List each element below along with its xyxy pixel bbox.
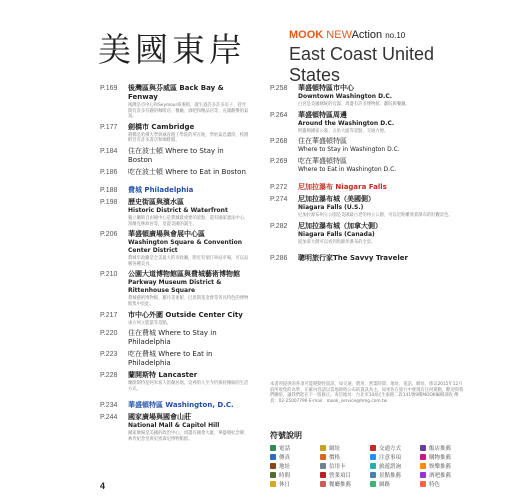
toc-entry-description: 劍橋是哈佛大學與麻省理工學院的所在地，學術氣息濃厚，校園附近有許多書店和咖啡館。	[128, 132, 249, 144]
legend-item	[320, 462, 370, 469]
toc-entry-description: 蘭開斯特是阿米希人的聚居地，這裡的人至今仍保持傳統的生活方式。	[128, 381, 249, 392]
toc-entry[interactable]	[270, 195, 460, 219]
toc-entry[interactable]	[100, 311, 250, 327]
legend-label: 信用卡	[329, 463, 346, 470]
legend-item	[320, 480, 370, 487]
toc-entry-description: 阿靈頓國家公墓、五角大廈等景點，交通方便。	[298, 128, 389, 134]
brand-mook: MOOK	[289, 29, 324, 41]
legend-item	[420, 462, 470, 469]
toc-entry[interactable]	[100, 401, 250, 410]
legend-item	[320, 453, 370, 460]
toc-page-number: P.210	[100, 271, 118, 279]
toc-entry-subtitle: Parkway Museum District & Rittenhouse Square	[128, 279, 222, 295]
toc-page-number: P.206	[100, 231, 118, 239]
legend-item	[320, 444, 370, 451]
toc-entry-title: 住在華盛頓特區	[298, 137, 347, 146]
toc-entry[interactable]	[100, 270, 250, 307]
toc-entry-subtitle: Where to Stay in Washington D.C.	[298, 146, 400, 154]
toc-entry-description: 獨立廳與自由鐘中心是費城最重要的景點，還有國家憲法中心、富蘭克林故居等，見證美國的誕生。	[128, 215, 249, 227]
disclaimer-notice: 本書所提供的各項可能變動性資訊，如交通、費用、營業時間、地址、電話、網址，係以2015年12月前所收集的為準。正確內容請以當地即時公布的資訊為主。如果你在旅行中發現有任何變動，歡迎與我們聯絡，讓我們能在下一版修正。寄信地址：台北市104民生東路二段141號9樓MOOK編輯部收 傳真：02-25007796 E-mail：mook_service@hmg.com.tw	[270, 382, 464, 404]
toc-entry-subtitle: Historic District & Waterfront	[128, 206, 228, 214]
toc-entry-title: 劍橋市 Cambridge	[128, 122, 195, 131]
toc-entry[interactable]	[100, 123, 250, 144]
toc-entry-title: 吃在費城 Where to Eat in Philadelphia	[128, 350, 213, 368]
toc-entry-title: 尼加拉瀑布城（美國側）	[298, 195, 375, 204]
toc-entry[interactable]	[270, 157, 460, 174]
toc-page-number: P.220	[100, 330, 118, 338]
toc-entry[interactable]	[100, 147, 250, 165]
toc-entry-subtitle: Niagara Falls (Canada)	[298, 230, 375, 238]
toc-page-number: P.244	[100, 414, 118, 422]
toc-entry-title: 國家廣場與國會山莊	[128, 413, 191, 422]
legend-item	[270, 444, 320, 451]
toc-entry[interactable]	[270, 137, 460, 154]
legend-label: 時間	[279, 472, 291, 479]
toc-entry[interactable]	[270, 111, 460, 135]
toc-entry[interactable]	[270, 254, 460, 263]
legend-symbol-icon	[370, 481, 376, 487]
toc-page-number: P.258	[270, 85, 288, 92]
toc-entry-subtitle: National Mall & Capitol Hill	[128, 422, 220, 430]
title-chinese: 美國東岸	[98, 30, 246, 69]
toc-entry[interactable]	[100, 413, 250, 442]
legend-symbol-icon	[320, 481, 326, 487]
legend-symbol-icon	[370, 472, 376, 478]
toc-page-number: P.286	[270, 255, 288, 263]
toc-page-number: P.186	[100, 168, 118, 176]
toc-entry[interactable]	[270, 183, 460, 192]
legend-symbol-icon	[270, 481, 276, 487]
toc-entry-description: 東方州立監獄等景點。	[128, 320, 171, 326]
toc-entry[interactable]	[100, 186, 250, 195]
legend-label: 景點推薦	[379, 472, 402, 479]
toc-entry[interactable]	[100, 371, 250, 392]
legend-label: 購物推薦	[429, 454, 452, 461]
legend-symbol-icon	[270, 472, 276, 478]
legend-title: 符號說明	[270, 431, 302, 440]
toc-entry[interactable]	[270, 84, 460, 108]
legend-item	[370, 480, 420, 487]
legend-label: 交通方式	[379, 445, 402, 452]
legend-label: 旅遊諮詢	[379, 463, 402, 470]
legend-item	[370, 453, 420, 460]
toc-entry-description: 白宮是美國總統的官邸，周邊有許多博物館、劇院與餐廳。	[298, 102, 410, 107]
toc-entry-title: 華盛頓特區周邊	[298, 110, 347, 119]
toc-entry-title: 住在費城 Where to Stay in Philadelphia	[128, 329, 217, 347]
toc-entry[interactable]	[100, 350, 250, 368]
legend-symbol-icon	[320, 445, 326, 451]
toc-page-number: P.228	[100, 372, 118, 380]
legend-label: 網路	[379, 481, 391, 488]
legend-symbol-icon	[320, 472, 326, 478]
legend-grid	[270, 444, 470, 487]
legend-symbol-icon	[370, 463, 376, 469]
toc-entry[interactable]	[100, 230, 250, 267]
toc-page-number: P.264	[270, 111, 288, 119]
toc-page-number: P.169	[100, 85, 118, 92]
toc-page-number: P.198	[100, 198, 118, 206]
toc-page-number: P.217	[100, 311, 118, 319]
toc-entry[interactable]	[100, 329, 250, 347]
toc-page-number: P.272	[270, 184, 288, 192]
toc-entry[interactable]	[100, 168, 250, 177]
brand-new: NEW	[326, 29, 352, 41]
toc-entry[interactable]	[270, 222, 460, 246]
legend-label: 網址	[329, 445, 341, 452]
toc-entry-title: 住在波士頓 Where to Stay in Boston	[128, 146, 224, 164]
page-number: 4	[100, 481, 106, 491]
legend-item	[420, 471, 470, 478]
toc-entry-title: 尼加拉瀑布 Niagara Falls	[298, 183, 387, 192]
legend-label: 娛樂推薦	[429, 463, 452, 470]
title-english: East Coast United States	[289, 44, 435, 85]
page-header	[98, 22, 478, 85]
toc-entry-title: 尼加拉瀑布城（加拿大側）	[298, 221, 382, 230]
toc-entry-title: 蘭開斯特 Lancaster	[128, 371, 198, 380]
toc-entry-subtitle: Downtown Washington D.C.	[298, 93, 393, 100]
legend-symbol-icon	[420, 454, 426, 460]
legend-item	[420, 444, 470, 451]
toc-entry-title: 吃在華盛頓特區	[298, 157, 347, 166]
toc-page-number: P.269	[270, 158, 288, 166]
toc-entry-description: 國家廣場是美國的政治中心，周邊有國會大廈、華盛頓紀念碑、林肯紀念堂與史密森尼博物館群。	[128, 431, 249, 442]
legend-item	[370, 462, 420, 469]
toc-page-number: P.268	[270, 138, 288, 146]
legend-item	[370, 471, 420, 478]
toc-page-number: P.274	[270, 196, 288, 204]
toc-right-column	[270, 84, 460, 266]
toc-entry-description: 尼加拉瀑布州立公園是美國最古老的州立公園，可以近距離欣賞瀑布的壯觀景色。	[298, 213, 453, 219]
legend-symbol-icon	[270, 454, 276, 460]
legend-label: 酒吧推薦	[429, 472, 452, 479]
toc-page-number: P.177	[100, 123, 118, 131]
toc-entry-description: 後灣是市中心和Seymour威麥街，誕生過許多許多房子、巷弄間有許多有趣的咖啡店、餐廳、酒吧和精品店等，充滿歡樂的氣氛。	[128, 103, 249, 120]
toc-entry-title: 聰明旅行家The Savvy Traveler	[298, 254, 408, 263]
legend-item	[420, 480, 470, 487]
toc-entry-title: 後灣區與芬威區 Back Bay & Fenway	[128, 84, 224, 101]
legend-symbol-icon	[270, 463, 276, 469]
legend-symbol-icon	[270, 445, 276, 451]
legend-label: 飯店推薦	[429, 445, 452, 452]
legend-item	[270, 480, 320, 487]
legend-symbol-icon	[420, 463, 426, 469]
toc-entry-description: 從加拿大側可以看到馬蹄形瀑布的全景。	[298, 239, 376, 245]
toc-entry-subtitle: Around the Washington D.C.	[298, 119, 395, 127]
legend-item	[420, 453, 470, 460]
legend-label: 地址	[279, 463, 291, 470]
legend-symbol-icon	[420, 472, 426, 478]
brand-logo	[289, 29, 405, 41]
legend-label: 營業項目	[329, 472, 352, 479]
toc-entry-description: 費城市政廳是全美最大的市政廳，附近有瑞汀車站市場，可以品嚐各種美食。	[128, 256, 249, 267]
toc-entry-title: 吃在波士頓 Where to Eat in Boston	[128, 167, 246, 176]
legend-item	[370, 444, 420, 451]
legend-item	[270, 462, 320, 469]
legend-symbol-icon	[420, 445, 426, 451]
brand-action: Action	[351, 29, 383, 41]
toc-entry-title: 公園大道博物館區與費城藝術博物館	[128, 270, 240, 279]
toc-page-number: P.223	[100, 351, 118, 359]
toc-entry-title: 華盛頓特區市中心	[298, 84, 354, 92]
toc-entry-title: 華盛頓廣場與會展中心區	[128, 230, 205, 239]
legend-symbol-icon	[370, 454, 376, 460]
legend-symbol-icon	[370, 445, 376, 451]
symbol-legend	[270, 430, 470, 487]
toc-entry[interactable]	[100, 84, 250, 120]
legend-label: 電話	[279, 445, 291, 452]
legend-item	[270, 471, 320, 478]
toc-entry[interactable]	[100, 198, 250, 227]
toc-left-column	[100, 84, 250, 446]
toc-page-number: P.282	[270, 222, 288, 230]
legend-item	[320, 471, 370, 478]
legend-symbol-icon	[320, 454, 326, 460]
legend-label: 餐廳推薦	[329, 481, 352, 488]
legend-symbol-icon	[420, 481, 426, 487]
legend-item	[270, 453, 320, 460]
toc-page-number: P.184	[100, 147, 118, 155]
legend-label: 休日	[279, 481, 291, 488]
legend-label: 價格	[329, 454, 341, 461]
toc-entry-description: 費城藝術博物館、羅丹美術館、巴恩斯基金會等各具特色的博物館集中於此。	[128, 296, 249, 307]
legend-label: 特色	[429, 481, 441, 488]
toc-entry-subtitle: Where to Eat in Washington D.C.	[298, 166, 397, 174]
toc-page-number: P.188	[100, 186, 118, 194]
legend-label: 傳真	[279, 454, 291, 461]
toc-entry-subtitle: Niagara Falls (U.S.)	[298, 204, 364, 212]
toc-page-number: P.234	[100, 402, 118, 410]
toc-entry-title: 歷史街區與濱水區	[128, 197, 184, 206]
legend-label: 注意事項	[379, 454, 402, 461]
brand-issue: no.10	[385, 31, 406, 40]
legend-symbol-icon	[320, 463, 326, 469]
toc-entry-title: 費城 Philadelphia	[128, 185, 194, 194]
toc-entry-title: 華盛頓特區 Washington, D.C.	[128, 401, 234, 410]
toc-entry-title: 市中心外圍 Outside Center City	[128, 310, 243, 319]
toc-entry-subtitle: Washington Square & Convention Center District	[128, 239, 243, 255]
